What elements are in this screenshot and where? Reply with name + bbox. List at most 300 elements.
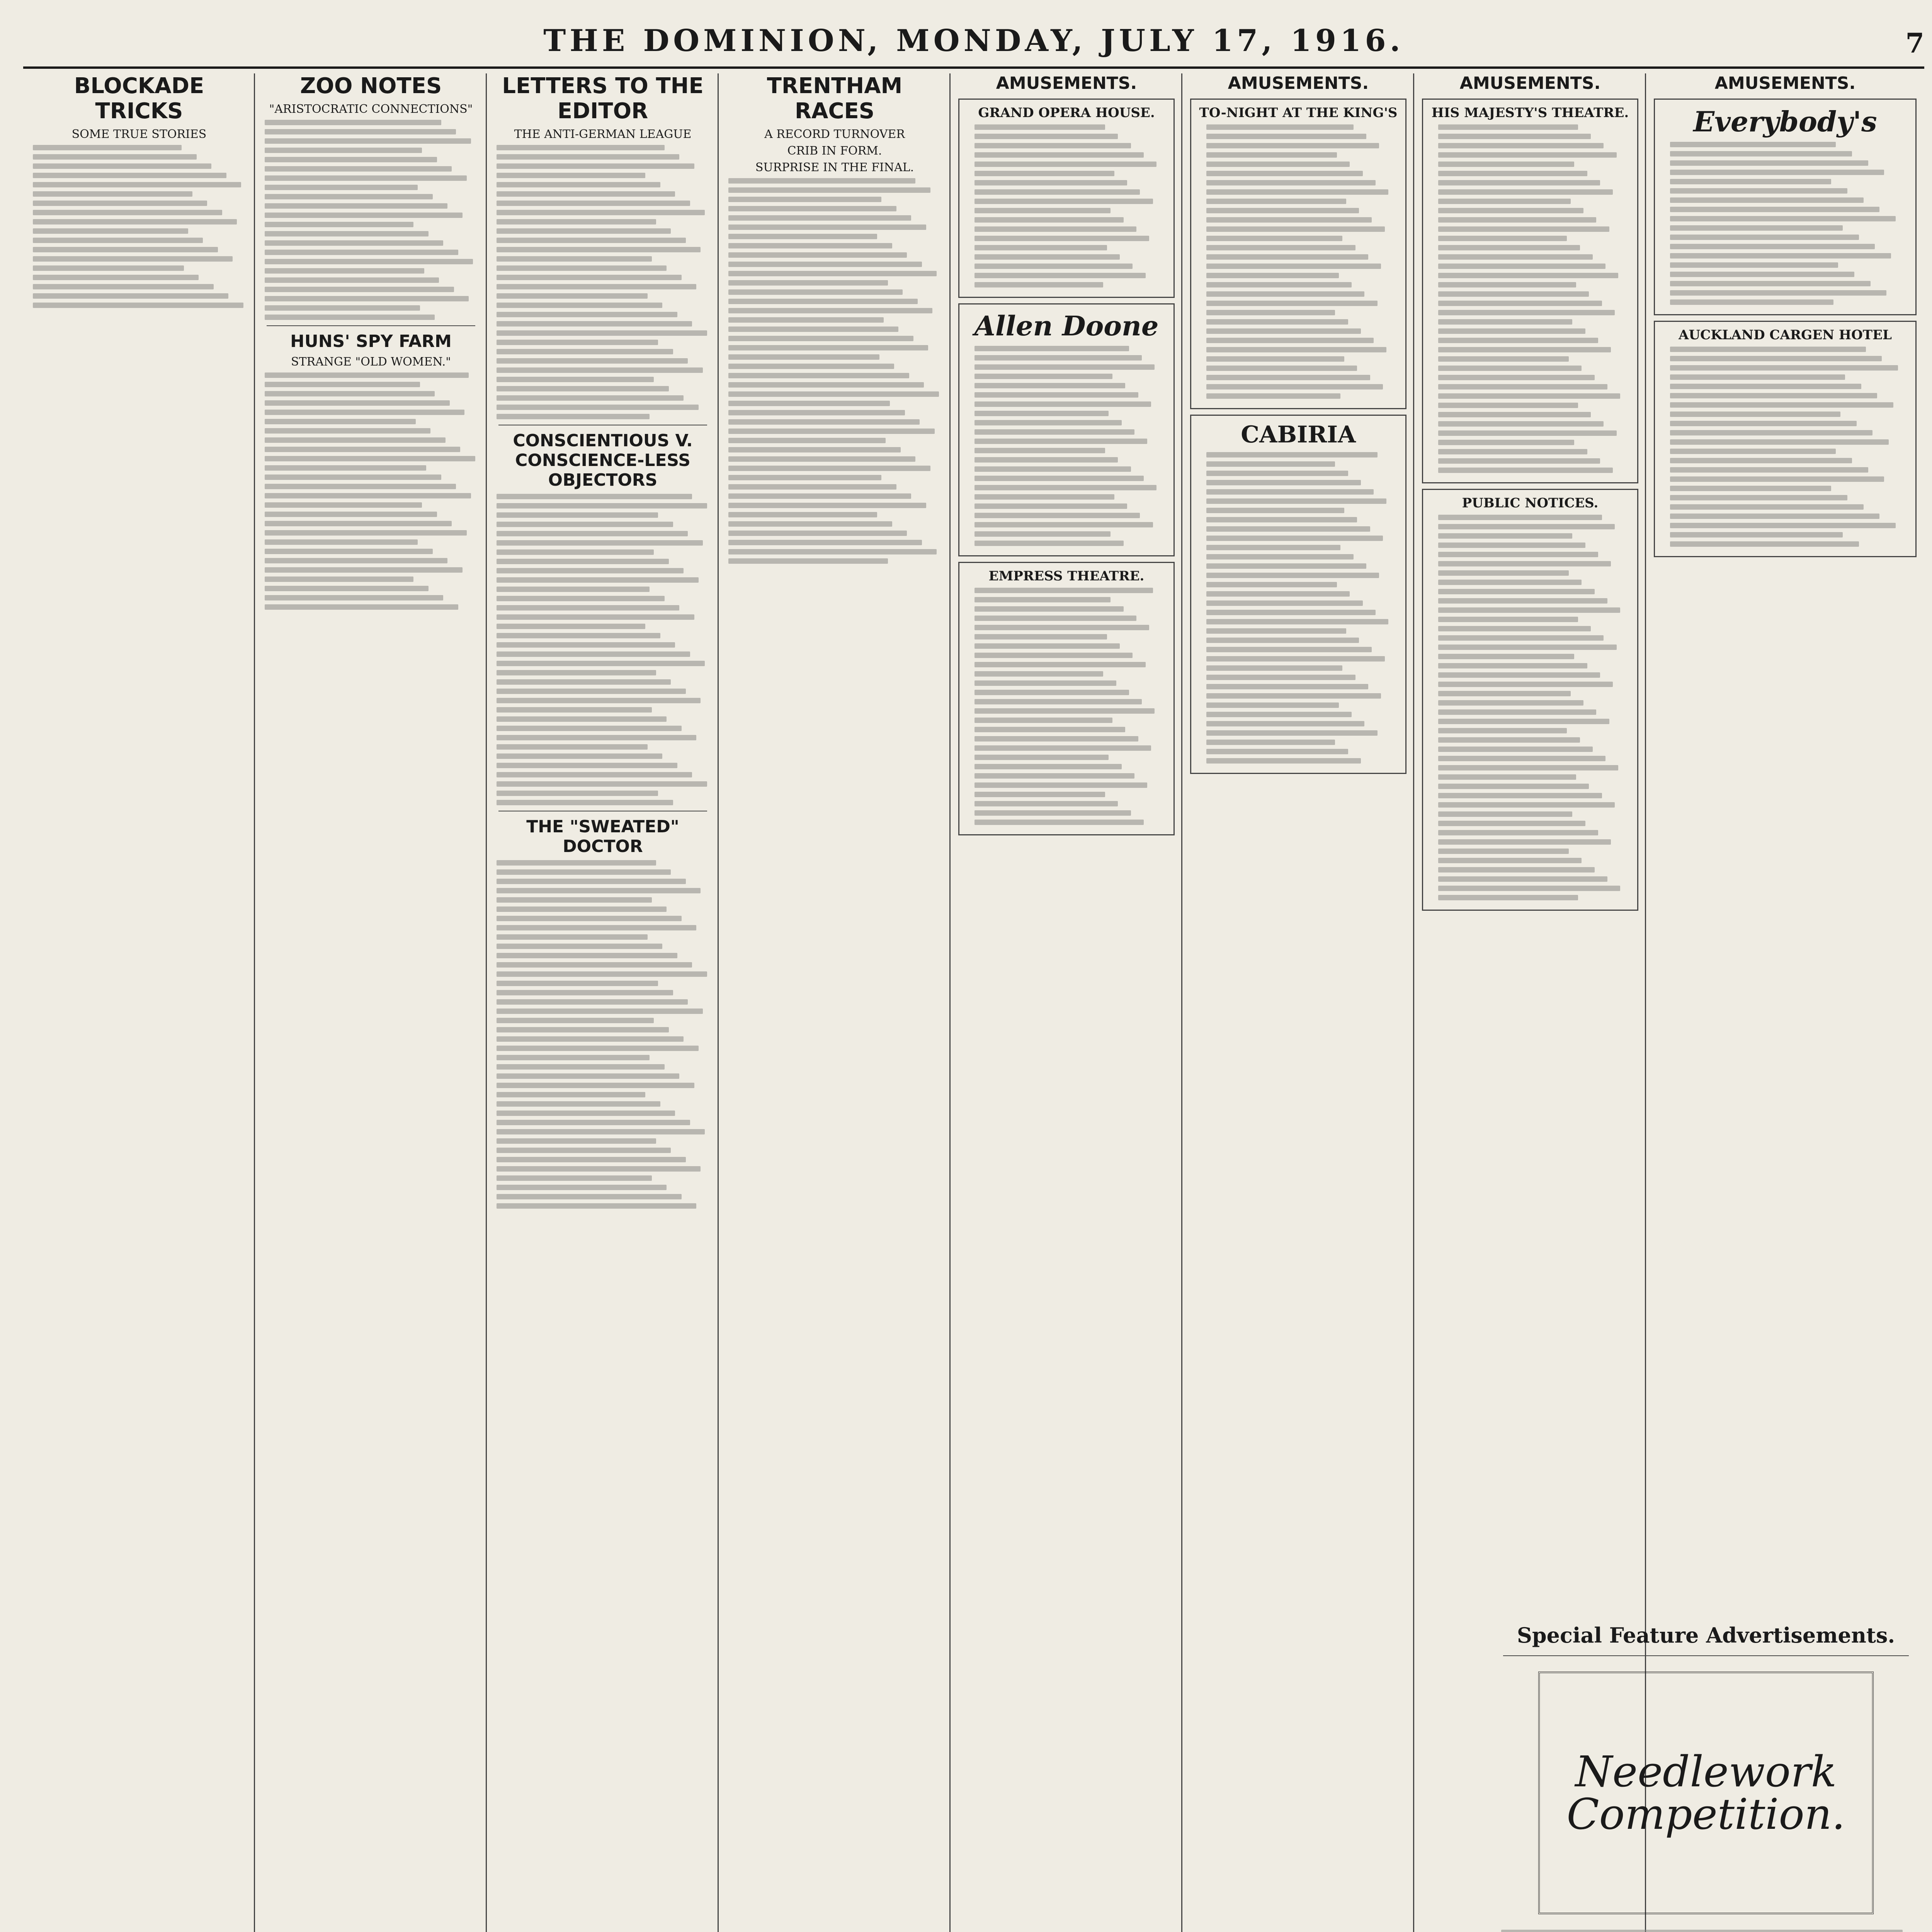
text-line bbox=[1438, 728, 1567, 733]
text-line bbox=[497, 716, 667, 722]
article-body bbox=[265, 372, 477, 610]
text-line bbox=[728, 540, 922, 545]
text-line bbox=[497, 1036, 684, 1042]
column-amusements-1 bbox=[951, 73, 1182, 1932]
text-line bbox=[1670, 365, 1898, 371]
text-line bbox=[497, 897, 652, 903]
text-line bbox=[265, 437, 446, 443]
section-heading: THE "SWEATED" DOCTOR bbox=[526, 817, 679, 856]
text-line bbox=[265, 240, 443, 246]
text-line bbox=[265, 493, 471, 498]
text-line bbox=[1438, 264, 1605, 269]
text-line bbox=[975, 392, 1138, 398]
column-heading: AMUSEMENTS. bbox=[1459, 73, 1601, 93]
text-line bbox=[1438, 366, 1582, 371]
text-line bbox=[1670, 225, 1843, 231]
text-line bbox=[1206, 328, 1361, 334]
column-subheading-3: SURPRISE IN THE FINAL. bbox=[755, 161, 914, 174]
text-line bbox=[1206, 749, 1348, 754]
divider bbox=[267, 325, 475, 326]
text-line bbox=[497, 386, 669, 391]
ad-kings-theatre bbox=[1190, 99, 1406, 409]
text-line bbox=[1206, 301, 1378, 306]
text-line bbox=[728, 187, 930, 193]
text-line bbox=[1438, 134, 1591, 139]
feature-heading: Special Feature Advertisements. bbox=[1517, 1623, 1895, 1648]
text-line bbox=[1206, 610, 1376, 615]
text-line bbox=[1206, 226, 1385, 232]
text-line bbox=[1206, 536, 1383, 541]
text-line bbox=[497, 145, 665, 150]
text-line bbox=[497, 1157, 686, 1162]
section-subheading: STRANGE "OLD WOMEN." bbox=[291, 355, 451, 369]
race-results bbox=[728, 178, 941, 564]
divider bbox=[1503, 1655, 1909, 1656]
text-line bbox=[1670, 439, 1889, 445]
text-line bbox=[1438, 236, 1567, 241]
text-line bbox=[1670, 188, 1847, 194]
text-line bbox=[33, 173, 226, 178]
text-line bbox=[497, 395, 684, 401]
text-line bbox=[975, 541, 1124, 546]
text-line bbox=[1438, 375, 1595, 380]
text-line bbox=[1670, 235, 1859, 240]
text-line bbox=[1670, 541, 1859, 547]
text-line bbox=[1206, 545, 1340, 550]
text-line bbox=[1670, 142, 1836, 147]
text-line bbox=[1438, 654, 1574, 659]
text-line bbox=[1438, 570, 1569, 576]
text-line bbox=[1438, 328, 1585, 334]
text-line bbox=[497, 367, 703, 373]
text-line bbox=[1438, 421, 1604, 427]
text-line bbox=[497, 293, 648, 299]
column-subheading: THE ANTI-GERMAN LEAGUE bbox=[514, 128, 692, 141]
text-line bbox=[728, 475, 881, 480]
text-line bbox=[497, 1166, 701, 1172]
text-line bbox=[497, 906, 667, 912]
text-line bbox=[1438, 617, 1578, 622]
text-line bbox=[728, 438, 886, 443]
text-line bbox=[497, 163, 694, 169]
ad-everybodys bbox=[1654, 99, 1917, 315]
text-line bbox=[975, 810, 1131, 816]
text-line bbox=[497, 312, 677, 317]
text-line bbox=[975, 671, 1103, 677]
text-line bbox=[1438, 403, 1578, 408]
text-line bbox=[33, 238, 203, 243]
text-line bbox=[975, 420, 1122, 425]
text-line bbox=[1670, 486, 1831, 491]
text-line bbox=[1438, 895, 1578, 900]
ad-allen-doone bbox=[958, 303, 1175, 556]
text-line bbox=[975, 820, 1144, 825]
text-line bbox=[1206, 712, 1352, 717]
text-line bbox=[1438, 393, 1620, 399]
text-line bbox=[975, 134, 1118, 139]
text-line bbox=[497, 971, 707, 977]
ad-empress-theatre bbox=[958, 562, 1175, 835]
text-line bbox=[1206, 693, 1381, 699]
text-line bbox=[975, 764, 1122, 769]
text-line bbox=[1206, 171, 1363, 176]
text-line bbox=[728, 484, 896, 490]
text-line bbox=[1438, 709, 1596, 715]
text-line bbox=[1206, 656, 1385, 662]
column-heading: TRENTHAM RACES bbox=[767, 73, 903, 124]
text-line bbox=[975, 180, 1127, 185]
text-line bbox=[497, 772, 692, 777]
special-feature-ads bbox=[1492, 1615, 1920, 1932]
text-line bbox=[1438, 756, 1605, 761]
text-line bbox=[975, 653, 1133, 658]
text-line bbox=[975, 143, 1131, 148]
ad-body bbox=[975, 124, 1158, 287]
text-line bbox=[1438, 524, 1615, 529]
text-line bbox=[728, 419, 920, 425]
text-line bbox=[265, 400, 450, 406]
text-line bbox=[975, 254, 1120, 260]
column-subheading: A RECORD TURNOVER bbox=[764, 128, 905, 141]
ad-body bbox=[975, 346, 1158, 546]
text-line bbox=[728, 493, 911, 499]
text-line bbox=[265, 474, 441, 480]
text-line bbox=[497, 587, 650, 592]
text-line bbox=[1206, 471, 1348, 476]
text-line bbox=[1438, 821, 1585, 826]
text-line bbox=[497, 330, 707, 336]
text-line bbox=[1670, 449, 1836, 454]
text-line bbox=[1438, 682, 1613, 687]
text-line bbox=[1206, 375, 1370, 380]
text-line bbox=[975, 662, 1146, 667]
text-line bbox=[1438, 830, 1598, 835]
text-line bbox=[975, 189, 1140, 195]
text-line bbox=[1206, 665, 1342, 671]
text-line bbox=[728, 512, 877, 517]
text-line bbox=[1206, 189, 1388, 195]
text-line bbox=[497, 633, 660, 638]
text-line bbox=[497, 642, 675, 648]
text-line bbox=[497, 800, 673, 805]
text-line bbox=[728, 289, 903, 295]
column-subheading: SOME TRUE STORIES bbox=[71, 128, 207, 141]
letter-body bbox=[497, 145, 709, 419]
text-line bbox=[497, 1027, 669, 1032]
text-line bbox=[265, 129, 456, 134]
text-line bbox=[497, 753, 662, 759]
text-line bbox=[975, 773, 1134, 779]
text-line bbox=[1206, 517, 1357, 522]
ad-title: EMPRESS THEATRE. bbox=[988, 568, 1145, 584]
text-line bbox=[1438, 208, 1583, 213]
text-line bbox=[1206, 162, 1350, 167]
text-line bbox=[33, 247, 218, 252]
text-line bbox=[497, 1046, 699, 1051]
text-line bbox=[728, 178, 915, 184]
text-line bbox=[497, 726, 682, 731]
text-line bbox=[265, 157, 437, 162]
column-amusements-2 bbox=[1182, 73, 1414, 1932]
text-line bbox=[497, 614, 694, 620]
text-line bbox=[497, 744, 648, 750]
text-line bbox=[497, 698, 701, 703]
text-line bbox=[497, 1009, 703, 1014]
text-line bbox=[1438, 143, 1604, 148]
text-line bbox=[975, 466, 1131, 472]
text-line bbox=[497, 934, 648, 940]
ad-title: HIS MAJESTY'S THEATRE. bbox=[1431, 105, 1629, 121]
text-line bbox=[1438, 338, 1598, 343]
text-line bbox=[265, 539, 418, 545]
text-line bbox=[975, 531, 1111, 537]
text-line bbox=[497, 559, 669, 564]
text-line bbox=[1438, 282, 1576, 287]
text-line bbox=[497, 1138, 656, 1144]
column-letters bbox=[487, 73, 719, 1932]
column-heading: AMUSEMENTS. bbox=[1228, 73, 1369, 93]
text-line bbox=[1206, 347, 1386, 352]
text-line bbox=[975, 588, 1153, 593]
public-notices bbox=[1422, 489, 1638, 911]
text-line bbox=[1670, 523, 1896, 528]
text-line bbox=[497, 925, 696, 930]
text-line bbox=[1438, 254, 1593, 260]
text-line bbox=[265, 175, 467, 181]
text-line bbox=[1438, 291, 1589, 297]
text-line bbox=[497, 577, 699, 583]
competition-ornate-title: Needlework Competition. bbox=[1538, 1672, 1874, 1914]
text-line bbox=[975, 355, 1142, 361]
text-line bbox=[1670, 514, 1879, 519]
article-body bbox=[33, 145, 245, 308]
text-line bbox=[1206, 600, 1363, 606]
text-line bbox=[1670, 216, 1896, 221]
text-line bbox=[728, 521, 892, 527]
text-line bbox=[1206, 393, 1340, 399]
text-line bbox=[33, 163, 211, 169]
text-line bbox=[497, 349, 673, 354]
text-line bbox=[497, 1111, 675, 1116]
text-line bbox=[975, 264, 1133, 269]
text-line bbox=[1438, 672, 1600, 678]
text-line bbox=[497, 781, 707, 787]
text-line bbox=[497, 265, 667, 271]
text-line bbox=[1438, 774, 1576, 780]
text-line bbox=[975, 245, 1107, 250]
text-line bbox=[975, 208, 1111, 213]
masthead bbox=[23, 15, 1924, 66]
text-line bbox=[1438, 691, 1571, 696]
text-line bbox=[265, 447, 460, 452]
text-line bbox=[1206, 702, 1339, 708]
text-line bbox=[1206, 721, 1364, 726]
text-line bbox=[497, 689, 686, 694]
ad-cargen-hotel bbox=[1654, 321, 1917, 557]
text-line bbox=[497, 888, 701, 893]
text-line bbox=[33, 303, 243, 308]
text-line bbox=[1206, 573, 1379, 578]
text-line bbox=[33, 201, 207, 206]
text-line bbox=[497, 414, 650, 419]
text-line bbox=[497, 962, 692, 968]
text-line bbox=[1206, 638, 1359, 643]
text-line bbox=[1670, 197, 1864, 203]
text-line bbox=[975, 411, 1109, 416]
text-line bbox=[728, 456, 915, 462]
text-line bbox=[1206, 461, 1335, 467]
text-line bbox=[975, 782, 1147, 788]
ad-title: Everybody's bbox=[1693, 105, 1877, 138]
text-line bbox=[1438, 533, 1572, 539]
text-line bbox=[1438, 719, 1609, 724]
text-line bbox=[975, 124, 1105, 130]
text-line bbox=[1438, 849, 1569, 854]
text-line bbox=[265, 231, 429, 236]
text-line bbox=[497, 1129, 705, 1134]
text-line bbox=[265, 456, 475, 461]
text-line bbox=[975, 171, 1114, 176]
text-line bbox=[265, 213, 463, 218]
text-line bbox=[975, 699, 1142, 704]
text-line bbox=[1670, 170, 1884, 175]
text-line bbox=[1670, 412, 1840, 417]
text-line bbox=[1206, 180, 1376, 185]
text-line bbox=[497, 1185, 667, 1190]
text-line bbox=[265, 268, 424, 274]
text-line bbox=[265, 419, 416, 424]
text-line bbox=[1206, 628, 1346, 634]
text-line bbox=[497, 321, 692, 327]
text-line bbox=[1670, 402, 1893, 408]
text-line bbox=[1206, 310, 1335, 315]
text-line bbox=[33, 210, 222, 215]
text-line bbox=[1206, 591, 1350, 597]
text-line bbox=[728, 429, 935, 434]
column-heading: AMUSEMENTS. bbox=[1714, 73, 1856, 93]
text-line bbox=[728, 308, 932, 313]
text-line bbox=[1206, 282, 1352, 287]
text-line bbox=[497, 284, 696, 289]
text-line bbox=[497, 303, 662, 308]
text-line bbox=[1438, 124, 1578, 130]
text-line bbox=[497, 981, 658, 986]
text-line bbox=[1670, 532, 1843, 537]
text-line bbox=[1438, 737, 1580, 743]
text-line bbox=[497, 522, 673, 527]
text-line bbox=[497, 916, 682, 921]
text-line bbox=[1670, 384, 1861, 389]
text-line bbox=[1438, 663, 1587, 668]
text-line bbox=[728, 262, 922, 267]
text-line bbox=[497, 1073, 679, 1079]
text-line bbox=[975, 217, 1124, 223]
text-line bbox=[1438, 412, 1591, 417]
text-line bbox=[265, 296, 469, 301]
text-line bbox=[1438, 811, 1572, 817]
text-line bbox=[265, 558, 447, 563]
text-line bbox=[1438, 886, 1620, 891]
text-line bbox=[1438, 430, 1617, 436]
text-line bbox=[728, 503, 926, 508]
text-line bbox=[975, 606, 1124, 612]
text-line bbox=[265, 277, 439, 283]
text-line bbox=[1438, 440, 1574, 445]
text-line bbox=[265, 382, 420, 387]
text-line bbox=[1206, 236, 1342, 241]
text-line bbox=[265, 287, 454, 292]
text-line bbox=[497, 210, 705, 215]
text-line bbox=[1670, 467, 1868, 473]
text-line bbox=[265, 577, 413, 582]
section-title: PUBLIC NOTICES. bbox=[1462, 495, 1599, 511]
text-line bbox=[975, 634, 1107, 639]
text-line bbox=[728, 345, 928, 350]
text-line bbox=[1438, 839, 1611, 845]
column-heading: BLOCKADE TRICKS bbox=[74, 73, 204, 124]
text-line bbox=[728, 252, 907, 258]
text-line bbox=[265, 259, 473, 264]
text-line bbox=[497, 953, 677, 958]
text-line bbox=[265, 185, 418, 190]
text-line bbox=[728, 410, 905, 415]
text-line bbox=[975, 485, 1156, 490]
text-line bbox=[728, 382, 924, 388]
column-trentham-races bbox=[719, 73, 951, 1932]
text-line bbox=[1438, 226, 1609, 232]
text-line bbox=[1206, 291, 1364, 297]
text-line bbox=[1670, 421, 1857, 426]
text-line bbox=[265, 502, 422, 508]
text-line bbox=[265, 222, 413, 227]
text-line bbox=[497, 670, 656, 675]
text-line bbox=[265, 567, 463, 573]
text-line bbox=[265, 315, 435, 320]
text-line bbox=[1206, 740, 1335, 745]
column-subheading-2: CRIB IN FORM. bbox=[787, 144, 882, 158]
text-line bbox=[1438, 171, 1587, 176]
text-line bbox=[728, 234, 877, 239]
text-line bbox=[975, 199, 1153, 204]
text-line bbox=[497, 735, 696, 740]
text-line bbox=[1438, 356, 1569, 362]
text-line bbox=[1206, 254, 1368, 260]
text-line bbox=[1438, 867, 1595, 872]
text-line bbox=[1438, 700, 1583, 706]
text-line bbox=[1206, 273, 1339, 278]
text-line bbox=[1206, 199, 1346, 204]
column-blockade-tricks bbox=[23, 73, 255, 1932]
text-line bbox=[1670, 393, 1877, 398]
text-line bbox=[33, 145, 182, 150]
text-line bbox=[265, 166, 452, 172]
text-line bbox=[728, 224, 926, 230]
text-line bbox=[1438, 635, 1604, 641]
text-line bbox=[497, 707, 652, 713]
text-line bbox=[497, 999, 688, 1005]
text-line bbox=[975, 374, 1112, 379]
text-line bbox=[497, 596, 665, 601]
text-line bbox=[1206, 582, 1337, 587]
text-line bbox=[728, 271, 937, 276]
text-line bbox=[33, 275, 199, 280]
text-line bbox=[1438, 784, 1589, 789]
text-line bbox=[497, 512, 658, 518]
text-line bbox=[975, 383, 1125, 388]
text-line bbox=[497, 1175, 652, 1181]
text-line bbox=[265, 138, 471, 144]
text-line bbox=[1206, 758, 1361, 764]
